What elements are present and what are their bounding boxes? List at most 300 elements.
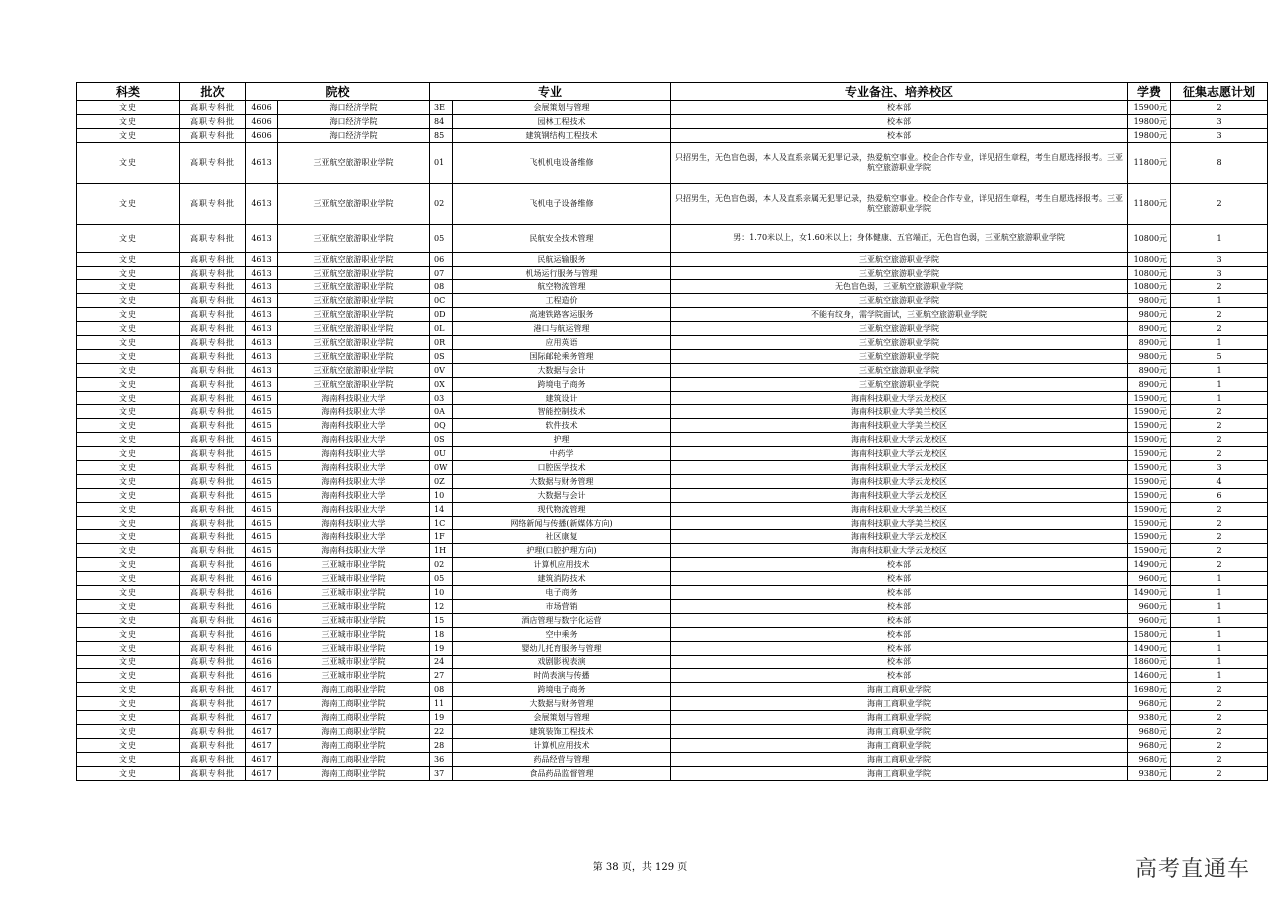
note-cell: 校本部: [671, 114, 1128, 128]
note-cell: 海南科技职业大学云龙校区: [671, 474, 1128, 488]
major-code-cell: 02: [430, 183, 453, 224]
school-name-cell: 海南工商职业学院: [278, 711, 430, 725]
note-cell: 海南工商职业学院: [671, 766, 1128, 780]
table-row: [77, 627, 1268, 641]
note-cell: 海南科技职业大学云龙校区: [671, 544, 1128, 558]
header-fee: 学费: [1128, 83, 1171, 101]
category-cell: 文史: [77, 530, 180, 544]
major-code-cell: 85: [430, 128, 453, 142]
school-name-cell: 海南科技职业大学: [278, 502, 430, 516]
school-name-cell: 海南科技职业大学: [278, 433, 430, 447]
note-cell: 海南科技职业大学云龙校区: [671, 530, 1128, 544]
fee-cell: 10800元: [1128, 266, 1171, 280]
major-name-cell: 软件技术: [453, 419, 671, 433]
plan-count-cell: 2: [1171, 280, 1268, 294]
fee-cell: 8900元: [1128, 363, 1171, 377]
category-cell: 文史: [77, 613, 180, 627]
fee-cell: 15900元: [1128, 461, 1171, 475]
table-row: [77, 280, 1268, 294]
header-note: 专业备注、培养校区: [671, 83, 1128, 101]
school-code-cell: 4615: [246, 447, 278, 461]
school-code-cell: 4617: [246, 766, 278, 780]
school-code-cell: 4615: [246, 530, 278, 544]
category-cell: 文史: [77, 308, 180, 322]
fee-cell: 14900元: [1128, 641, 1171, 655]
school-name-cell: 三亚航空旅游职业学院: [278, 322, 430, 336]
major-name-cell: 跨境电子商务: [453, 377, 671, 391]
school-name-cell: 海南科技职业大学: [278, 488, 430, 502]
batch-cell: 高职专科批: [180, 711, 246, 725]
category-cell: 文史: [77, 711, 180, 725]
major-name-cell: 园林工程技术: [453, 114, 671, 128]
major-name-cell: 社区康复: [453, 530, 671, 544]
category-cell: 文史: [77, 586, 180, 600]
table-row: [77, 752, 1268, 766]
plan-count-cell: 2: [1171, 419, 1268, 433]
major-name-cell: 空中乘务: [453, 627, 671, 641]
major-code-cell: 3E: [430, 101, 453, 115]
note-cell: 海南科技职业大学云龙校区: [671, 391, 1128, 405]
category-cell: 文史: [77, 599, 180, 613]
plan-count-cell: 1: [1171, 641, 1268, 655]
school-name-cell: 海南科技职业大学: [278, 405, 430, 419]
batch-cell: 高职专科批: [180, 683, 246, 697]
table-row: [77, 544, 1268, 558]
major-name-cell: 建筑装饰工程技术: [453, 724, 671, 738]
note-cell: 三亚航空旅游职业学院: [671, 294, 1128, 308]
school-name-cell: 海口经济学院: [278, 128, 430, 142]
batch-cell: 高职专科批: [180, 142, 246, 183]
fee-cell: 15900元: [1128, 488, 1171, 502]
school-code-cell: 4616: [246, 586, 278, 600]
school-name-cell: 海南工商职业学院: [278, 724, 430, 738]
school-name-cell: 三亚航空旅游职业学院: [278, 294, 430, 308]
note-cell: 海南工商职业学院: [671, 738, 1128, 752]
fee-cell: 15900元: [1128, 474, 1171, 488]
fee-cell: 14600元: [1128, 669, 1171, 683]
batch-cell: 高职专科批: [180, 308, 246, 322]
plan-count-cell: 1: [1171, 336, 1268, 350]
note-cell: 校本部: [671, 599, 1128, 613]
school-code-cell: 4606: [246, 128, 278, 142]
school-code-cell: 4616: [246, 655, 278, 669]
major-name-cell: 建筑消防技术: [453, 572, 671, 586]
school-name-cell: 三亚航空旅游职业学院: [278, 280, 430, 294]
note-cell: 三亚航空旅游职业学院: [671, 322, 1128, 336]
note-cell: 校本部: [671, 128, 1128, 142]
fee-cell: 15900元: [1128, 405, 1171, 419]
plan-count-cell: 3: [1171, 128, 1268, 142]
school-name-cell: 海南科技职业大学: [278, 544, 430, 558]
batch-cell: 高职专科批: [180, 322, 246, 336]
fee-cell: 15800元: [1128, 627, 1171, 641]
header-batch: 批次: [180, 83, 246, 101]
table-row: [77, 419, 1268, 433]
batch-cell: 高职专科批: [180, 641, 246, 655]
major-code-cell: 1C: [430, 516, 453, 530]
school-name-cell: 三亚城市职业学院: [278, 655, 430, 669]
major-code-cell: 22: [430, 724, 453, 738]
major-name-cell: 计算机应用技术: [453, 738, 671, 752]
school-name-cell: 海南工商职业学院: [278, 697, 430, 711]
major-code-cell: 1F: [430, 530, 453, 544]
table-row: [77, 697, 1268, 711]
batch-cell: 高职专科批: [180, 599, 246, 613]
fee-cell: 9380元: [1128, 766, 1171, 780]
table-row: [77, 294, 1268, 308]
table-row: [77, 711, 1268, 725]
fee-cell: 8900元: [1128, 336, 1171, 350]
plan-count-cell: 2: [1171, 101, 1268, 115]
school-name-cell: 三亚航空旅游职业学院: [278, 349, 430, 363]
fee-cell: 19800元: [1128, 114, 1171, 128]
category-cell: 文史: [77, 363, 180, 377]
fee-cell: 11800元: [1128, 142, 1171, 183]
school-code-cell: 4615: [246, 488, 278, 502]
major-name-cell: 智能控制技术: [453, 405, 671, 419]
note-cell: 只招男生，无色盲色弱，本人及直系亲属无犯罪记录，热爱航空事业。校企合作专业，详见招生章程，考生自愿选择报考。三亚航空旅游职业学院: [671, 142, 1128, 183]
major-name-cell: 跨境电子商务: [453, 683, 671, 697]
category-cell: 文史: [77, 349, 180, 363]
table-row: [77, 586, 1268, 600]
school-code-cell: 4613: [246, 294, 278, 308]
school-code-cell: 4617: [246, 711, 278, 725]
category-cell: 文史: [77, 724, 180, 738]
plan-count-cell: 2: [1171, 752, 1268, 766]
major-code-cell: 15: [430, 613, 453, 627]
school-code-cell: 4616: [246, 572, 278, 586]
fee-cell: 9680元: [1128, 697, 1171, 711]
school-code-cell: 4616: [246, 558, 278, 572]
school-code-cell: 4613: [246, 183, 278, 224]
batch-cell: 高职专科批: [180, 114, 246, 128]
major-name-cell: 口腔医学技术: [453, 461, 671, 475]
school-name-cell: 海南科技职业大学: [278, 516, 430, 530]
school-code-cell: 4617: [246, 738, 278, 752]
plan-count-cell: 2: [1171, 516, 1268, 530]
plan-count-cell: 2: [1171, 724, 1268, 738]
major-name-cell: 民航安全技术管理: [453, 224, 671, 252]
school-name-cell: 海口经济学院: [278, 114, 430, 128]
major-code-cell: 18: [430, 627, 453, 641]
major-code-cell: 05: [430, 572, 453, 586]
batch-cell: 高职专科批: [180, 266, 246, 280]
school-code-cell: 4617: [246, 752, 278, 766]
major-code-cell: 36: [430, 752, 453, 766]
plan-count-cell: 2: [1171, 738, 1268, 752]
table-row: [77, 252, 1268, 266]
school-code-cell: 4617: [246, 683, 278, 697]
table-row: [77, 572, 1268, 586]
category-cell: 文史: [77, 502, 180, 516]
major-name-cell: 民航运输服务: [453, 252, 671, 266]
major-code-cell: 08: [430, 280, 453, 294]
batch-cell: 高职专科批: [180, 724, 246, 738]
school-code-cell: 4613: [246, 363, 278, 377]
school-code-cell: 4613: [246, 377, 278, 391]
batch-cell: 高职专科批: [180, 101, 246, 115]
table-row: [77, 142, 1268, 183]
table-row: [77, 266, 1268, 280]
batch-cell: 高职专科批: [180, 586, 246, 600]
fee-cell: 9380元: [1128, 711, 1171, 725]
school-code-cell: 4613: [246, 349, 278, 363]
school-code-cell: 4613: [246, 308, 278, 322]
category-cell: 文史: [77, 627, 180, 641]
school-name-cell: 三亚航空旅游职业学院: [278, 308, 430, 322]
batch-cell: 高职专科批: [180, 669, 246, 683]
school-name-cell: 三亚航空旅游职业学院: [278, 142, 430, 183]
school-name-cell: 三亚城市职业学院: [278, 572, 430, 586]
plan-count-cell: 2: [1171, 544, 1268, 558]
note-cell: 校本部: [671, 641, 1128, 655]
batch-cell: 高职专科批: [180, 488, 246, 502]
fee-cell: 9800元: [1128, 294, 1171, 308]
major-name-cell: 婴幼儿托育服务与管理: [453, 641, 671, 655]
fee-cell: 10800元: [1128, 280, 1171, 294]
plan-count-cell: 1: [1171, 391, 1268, 405]
table-body: [77, 101, 1268, 781]
major-code-cell: 0X: [430, 377, 453, 391]
table-row: [77, 599, 1268, 613]
table-row: [77, 683, 1268, 697]
table-row: [77, 391, 1268, 405]
major-code-cell: 27: [430, 669, 453, 683]
major-code-cell: 0V: [430, 363, 453, 377]
table-row: [77, 405, 1268, 419]
plan-count-cell: 2: [1171, 405, 1268, 419]
school-name-cell: 海南科技职业大学: [278, 474, 430, 488]
table-row: [77, 474, 1268, 488]
plan-count-cell: 2: [1171, 530, 1268, 544]
category-cell: 文史: [77, 377, 180, 391]
plan-count-cell: 3: [1171, 461, 1268, 475]
note-cell: 海南科技职业大学美兰校区: [671, 516, 1128, 530]
category-cell: 文史: [77, 114, 180, 128]
plan-count-cell: 2: [1171, 558, 1268, 572]
note-cell: 海南科技职业大学云龙校区: [671, 461, 1128, 475]
category-cell: 文史: [77, 322, 180, 336]
note-cell: 海南科技职业大学美兰校区: [671, 419, 1128, 433]
school-name-cell: 三亚城市职业学院: [278, 641, 430, 655]
plan-count-cell: 3: [1171, 252, 1268, 266]
major-name-cell: 护理: [453, 433, 671, 447]
plan-count-cell: 2: [1171, 433, 1268, 447]
category-cell: 文史: [77, 142, 180, 183]
major-code-cell: 10: [430, 586, 453, 600]
fee-cell: 15900元: [1128, 530, 1171, 544]
note-cell: 海南工商职业学院: [671, 683, 1128, 697]
note-cell: 海南科技职业大学云龙校区: [671, 433, 1128, 447]
fee-cell: 9600元: [1128, 572, 1171, 586]
plan-count-cell: 1: [1171, 294, 1268, 308]
batch-cell: 高职专科批: [180, 252, 246, 266]
fee-cell: 9600元: [1128, 613, 1171, 627]
batch-cell: 高职专科批: [180, 294, 246, 308]
school-code-cell: 4616: [246, 613, 278, 627]
category-cell: 文史: [77, 572, 180, 586]
fee-cell: 10800元: [1128, 252, 1171, 266]
category-cell: 文史: [77, 461, 180, 475]
plan-count-cell: 6: [1171, 488, 1268, 502]
note-cell: 三亚航空旅游职业学院: [671, 349, 1128, 363]
note-cell: 三亚航空旅游职业学院: [671, 266, 1128, 280]
note-cell: 海南工商职业学院: [671, 697, 1128, 711]
school-name-cell: 三亚航空旅游职业学院: [278, 336, 430, 350]
major-name-cell: 航空物流管理: [453, 280, 671, 294]
major-code-cell: 0S: [430, 433, 453, 447]
table-row: [77, 128, 1268, 142]
note-cell: 校本部: [671, 572, 1128, 586]
major-name-cell: 计算机应用技术: [453, 558, 671, 572]
fee-cell: 15900元: [1128, 419, 1171, 433]
page-number: 第 38 页，共 129 页: [592, 862, 688, 873]
batch-cell: 高职专科批: [180, 738, 246, 752]
fee-cell: 9600元: [1128, 599, 1171, 613]
note-cell: 不能有纹身，需学院面试，三亚航空旅游职业学院: [671, 308, 1128, 322]
plan-count-cell: 1: [1171, 224, 1268, 252]
major-code-cell: 0D: [430, 308, 453, 322]
fee-cell: 9680元: [1128, 724, 1171, 738]
school-code-cell: 4616: [246, 627, 278, 641]
school-code-cell: 4615: [246, 516, 278, 530]
table-row: [77, 530, 1268, 544]
fee-cell: 14900元: [1128, 558, 1171, 572]
school-name-cell: 三亚城市职业学院: [278, 627, 430, 641]
major-code-cell: 0U: [430, 447, 453, 461]
batch-cell: 高职专科批: [180, 655, 246, 669]
school-name-cell: 海南工商职业学院: [278, 738, 430, 752]
major-code-cell: 01: [430, 142, 453, 183]
note-cell: 海南工商职业学院: [671, 711, 1128, 725]
school-name-cell: 海南科技职业大学: [278, 461, 430, 475]
school-code-cell: 4613: [246, 322, 278, 336]
major-name-cell: 市场营销: [453, 599, 671, 613]
major-name-cell: 戏剧影视表演: [453, 655, 671, 669]
school-name-cell: 三亚城市职业学院: [278, 669, 430, 683]
category-cell: 文史: [77, 488, 180, 502]
batch-cell: 高职专科批: [180, 224, 246, 252]
school-code-cell: 4613: [246, 266, 278, 280]
school-name-cell: 三亚航空旅游职业学院: [278, 252, 430, 266]
batch-cell: 高职专科批: [180, 502, 246, 516]
batch-cell: 高职专科批: [180, 363, 246, 377]
major-code-cell: 37: [430, 766, 453, 780]
major-name-cell: 电子商务: [453, 586, 671, 600]
batch-cell: 高职专科批: [180, 128, 246, 142]
header-plan: 征集志愿计划: [1171, 83, 1268, 101]
category-cell: 文史: [77, 433, 180, 447]
note-cell: 校本部: [671, 669, 1128, 683]
major-code-cell: 0L: [430, 322, 453, 336]
major-name-cell: 时尚表演与传播: [453, 669, 671, 683]
note-cell: 校本部: [671, 613, 1128, 627]
major-code-cell: 08: [430, 683, 453, 697]
school-code-cell: 4617: [246, 697, 278, 711]
table-row: [77, 349, 1268, 363]
brand-watermark: 高考直通车: [1134, 857, 1250, 882]
category-cell: 文史: [77, 266, 180, 280]
table-row: [77, 641, 1268, 655]
table-row: [77, 224, 1268, 252]
plan-count-cell: 4: [1171, 474, 1268, 488]
major-code-cell: 1H: [430, 544, 453, 558]
header-major: 专业: [430, 83, 671, 101]
school-code-cell: 4613: [246, 224, 278, 252]
plan-count-cell: 3: [1171, 266, 1268, 280]
category-cell: 文史: [77, 683, 180, 697]
school-name-cell: 三亚城市职业学院: [278, 558, 430, 572]
table-row: [77, 322, 1268, 336]
note-cell: 海南科技职业大学美兰校区: [671, 405, 1128, 419]
table-header-row: [77, 83, 1268, 101]
major-code-cell: 0Q: [430, 419, 453, 433]
school-code-cell: 4617: [246, 724, 278, 738]
school-code-cell: 4615: [246, 544, 278, 558]
fee-cell: 11800元: [1128, 183, 1171, 224]
school-code-cell: 4613: [246, 336, 278, 350]
plan-count-cell: 2: [1171, 502, 1268, 516]
batch-cell: 高职专科批: [180, 697, 246, 711]
header-category: 科类: [77, 83, 180, 101]
major-name-cell: 飞机电子设备维修: [453, 183, 671, 224]
header-school: 院校: [246, 83, 430, 101]
school-code-cell: 4616: [246, 669, 278, 683]
major-name-cell: 国际邮轮乘务管理: [453, 349, 671, 363]
table-row: [77, 336, 1268, 350]
table-row: [77, 669, 1268, 683]
major-code-cell: 0A: [430, 405, 453, 419]
major-name-cell: 大数据与会计: [453, 363, 671, 377]
school-name-cell: 海南工商职业学院: [278, 752, 430, 766]
batch-cell: 高职专科批: [180, 336, 246, 350]
major-name-cell: 酒店管理与数字化运营: [453, 613, 671, 627]
fee-cell: 15900元: [1128, 544, 1171, 558]
school-code-cell: 4615: [246, 433, 278, 447]
school-code-cell: 4615: [246, 474, 278, 488]
table-row: [77, 502, 1268, 516]
major-code-cell: 10: [430, 488, 453, 502]
major-code-cell: 0C: [430, 294, 453, 308]
category-cell: 文史: [77, 738, 180, 752]
category-cell: 文史: [77, 697, 180, 711]
table-row: [77, 766, 1268, 780]
school-code-cell: 4613: [246, 142, 278, 183]
batch-cell: 高职专科批: [180, 530, 246, 544]
major-code-cell: 06: [430, 252, 453, 266]
note-cell: 海南科技职业大学云龙校区: [671, 447, 1128, 461]
category-cell: 文史: [77, 128, 180, 142]
category-cell: 文史: [77, 558, 180, 572]
table-row: [77, 738, 1268, 752]
table-row: [77, 183, 1268, 224]
category-cell: 文史: [77, 544, 180, 558]
category-cell: 文史: [77, 447, 180, 461]
major-code-cell: 12: [430, 599, 453, 613]
major-name-cell: 护理(口腔护理方向): [453, 544, 671, 558]
plan-count-cell: 2: [1171, 322, 1268, 336]
category-cell: 文史: [77, 655, 180, 669]
note-cell: 校本部: [671, 101, 1128, 115]
batch-cell: 高职专科批: [180, 613, 246, 627]
batch-cell: 高职专科批: [180, 558, 246, 572]
school-name-cell: 海南科技职业大学: [278, 391, 430, 405]
major-code-cell: 28: [430, 738, 453, 752]
major-code-cell: 0Z: [430, 474, 453, 488]
category-cell: 文史: [77, 669, 180, 683]
school-code-cell: 4615: [246, 405, 278, 419]
batch-cell: 高职专科批: [180, 447, 246, 461]
